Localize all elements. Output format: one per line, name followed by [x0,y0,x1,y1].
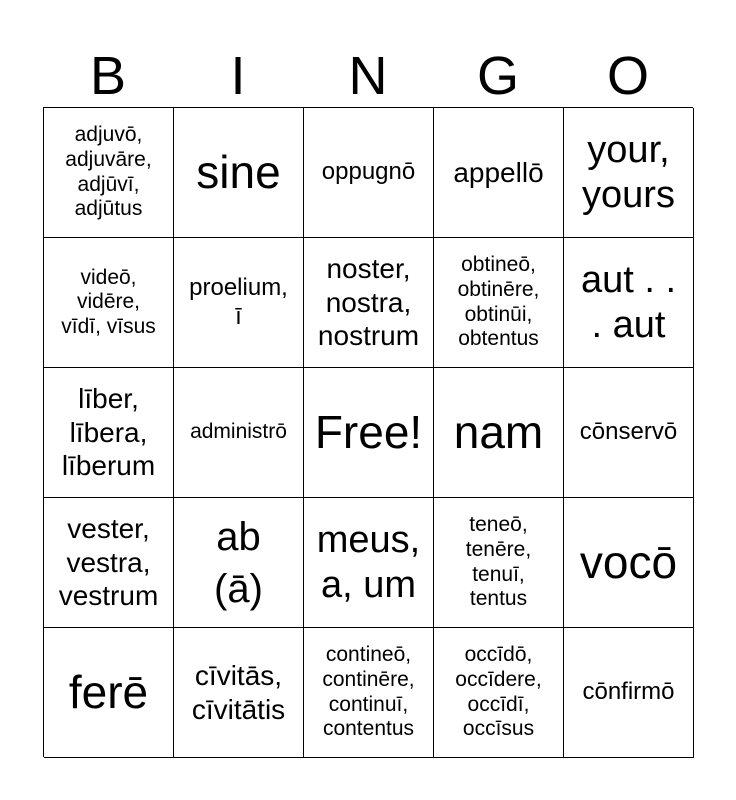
bingo-cell[interactable]: noster, nostra, nostrum [304,238,434,368]
bingo-cell[interactable]: your, yours [564,108,694,238]
bingo-cell[interactable]: vocō [564,498,694,628]
bingo-cell[interactable]: līber, lībera, līberum [44,368,174,498]
bingo-header [43,44,693,108]
header-letter-i: I [230,46,246,106]
header-letter-n: N [348,46,388,106]
bingo-cell[interactable]: occīdō, occīdere, occīdī, occīsus [434,628,564,758]
free-space-cell[interactable]: Free! [304,368,434,498]
bingo-cell[interactable]: ferē [44,628,174,758]
header-letter-g: G [476,46,519,106]
header-letter-b: B [89,46,127,106]
bingo-cell[interactable]: teneō, tenēre, tenuī, tentus [434,498,564,628]
bingo-cell[interactable]: vester, vestra, vestrum [44,498,174,628]
bingo-cell[interactable]: obtineō, obtinēre, obtinūi, obtentus [434,238,564,368]
bingo-cell[interactable]: contineō, continēre, continuī, contentus [304,628,434,758]
bingo-cell[interactable]: sine [174,108,304,238]
bingo-board [43,107,693,757]
bingo-cell[interactable]: ab (ā) [174,498,304,628]
bingo-cell[interactable]: cōnfirmō [564,628,694,758]
bingo-cell[interactable]: administrō [174,368,304,498]
bingo-cell[interactable]: appellō [434,108,564,238]
bingo-cell[interactable]: oppugnō [304,108,434,238]
bingo-cell[interactable]: meus, a, um [304,498,434,628]
bingo-cell[interactable]: cōnservō [564,368,694,498]
bingo-cell[interactable]: nam [434,368,564,498]
bingo-cell[interactable]: proelium, ī [174,238,304,368]
bingo-cell[interactable]: adjuvō, adjuvāre, adjūvī, adjūtus [44,108,174,238]
bingo-cell[interactable]: videō, vidēre, vīdī, vīsus [44,238,174,368]
bingo-cell[interactable]: aut . . . aut [564,238,694,368]
header-letter-o: O [606,46,649,106]
bingo-cell[interactable]: cīvitās, cīvitātis [174,628,304,758]
